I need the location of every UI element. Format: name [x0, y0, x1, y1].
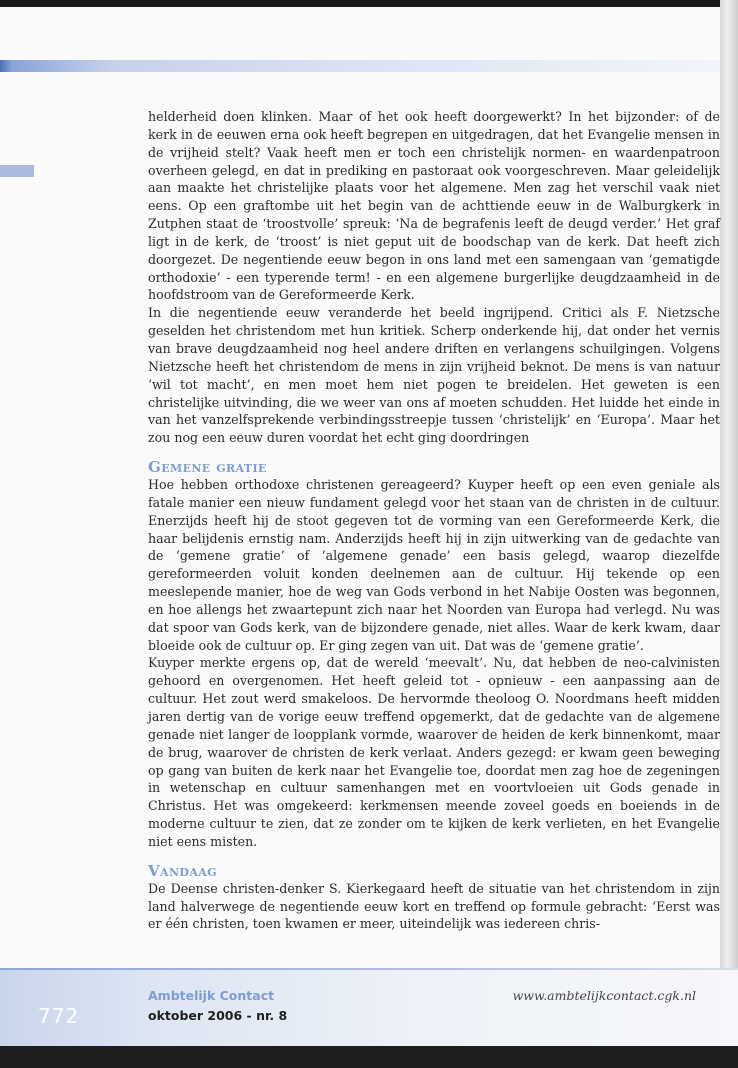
section-heading-vandaag: Vandaag: [148, 861, 218, 880]
magazine-title: Ambtelijk Contact: [148, 988, 275, 1003]
issue-label: oktober 2006 - nr. 8: [148, 1008, 288, 1023]
page-number: 772: [38, 1004, 80, 1028]
scan-top-edge: [0, 0, 738, 7]
paragraph: Kuyper merkte ergens op, dat de wereld ‘meevalt’. Nu, dat hebben de neo-calvinisten gehoord en overgenomen. Het heeft geleid tot - opnieuw - een aanpassing aan de cultuur. Het zout werd smakeloos. De hervormde theoloog O. Noordmans heeft midden jaren dertig van de vorige eeuw treffend opgemerkt, dat de gedachte van de algemene genade niet langer de loopplank vormde, waarover de heiden de kerk binnenkomt, maar de brug, waarover de christen de kerk verlaat. Anders gezegd: er kwam geen beweging op gang van buiten de kerk naar het Evangelie toe, doordat men zag hoe de zegeningen in wetenschap en cultuur samenhangen met en voortvloeien uit Gods genade in Christus. Het was omgekeerd: kerkmensen meende zoveel goeds en boeiends in de moderne cultuur te zien, dat ze zonder om te kijken de kerk verlieten, en het Evangelie niet eens misten.: [148, 655, 720, 849]
paragraph: In die negentiende eeuw veranderde het beeld ingrijpend. Critici als F. Nietzsche geselden het christendom met hun kritiek. Scherp onderkende hij, dat onder het vernis van brave deugdzaamheid nog heel andere driften en verlangens schuilgingen. Volgens Nietzsche heeft het christendom de mens in zijn vrijheid beknot. De mens is van natuur ‘wil tot macht’, en men moet hem niet pogen te breidelen. Het geweten is een christelijke uitvinding, die we weer van ons af moeten schudden. Het luidde het einde in van het vanzelfsprekende verbindingsstreepje tussen ‘christelijk’ en ‘Europa’. Maar het zou nog een eeuw duren voordat het echt ging doordringen: [148, 305, 720, 446]
paragraph: helderheid doen klinken. Maar of het ook heeft doorgewerkt? In het bijzonder: of de kerk in de eeuwen erna ook heeft begrepen en uitgedragen, dat het Evangelie mensen in de vrijheid stelt? Vaak heeft men er toch een christelijk normen- en waardenpatroon overheen gelegd, en dat in prediking en pastoraat ook voorgeschreven. Maar geleidelijk aan maakte het christelijke plaats voor het algemene. Men zag het verschil vaak niet eens. Op een graftombe uit het begin van de achttiende eeuw in de Walburgkerk in Zutphen staat de ‘troostvolle’ spreuk: ‘Na de begrafenis leeft de deugd verder.’ Het graf ligt in de kerk, de ‘troost’ is niet geput uit de boodschap van de kerk. Dat heeft zich doorgezet. De negentiende eeuw begon in ons land met een samengaan van ‘gematigde orthodoxie’ - een typerende term! - en een algemene burgerlijke deugdzaamheid in de hoofdstroom van de Gereformeerde Kerk.: [148, 109, 720, 303]
paragraph: Hoe hebben orthodoxe christenen gereageerd? Kuyper heeft op een even geniale als fatale manier een nieuw fundament gelegd voor het staan van de christen in de cultuur. Enerzijds heeft hij de stoot gegeven tot de vorming van een Gereformeerde Kerk, die haar belijdenis ernstig nam. Anderzijds heeft hij in zijn uitwerking van de gedachte van de ‘gemene gratie’ of ‘algemene genade’ een basis gelegd, waarop diezelfde gereformeerden voluit konden deelnemen aan de cultuur. Hij tekende op een meeslepende manier, hoe de weg van Gods verbond in het Nabije Oosten was begonnen, en hoe allengs het zwaartepunt zich naar het Noorden van Europa had verlegd. Nu was dat spoor van Gods kerk, van de bijzondere genade, niet alles. Waar de kerk kwam, daar bloeide ook de cultuur op. Er ging zegen van uit. Dat was de ‘gemene gratie’.: [148, 477, 720, 653]
margin-tab-marker: [0, 165, 34, 177]
header-color-band: [0, 60, 738, 72]
section-heading-gemene-gratie: Gemene gratie: [148, 458, 267, 477]
paragraph: De Deense christen-denker S. Kierkegaard heeft de situatie van het christendom in zijn land halverwege de negentiende eeuw kort en treffend op formule gebracht: ‘Eerst was er één christen, toen kwamen er meer, uiteindelijk was iedereen chris-: [148, 880, 720, 932]
scan-right-edge: [720, 0, 738, 1068]
article-body: [148, 108, 720, 933]
footer-band: [0, 970, 738, 1046]
scan-bottom-edge: [0, 1046, 738, 1068]
website-url: www.ambtelijkcontact.cgk.nl: [512, 988, 696, 1003]
